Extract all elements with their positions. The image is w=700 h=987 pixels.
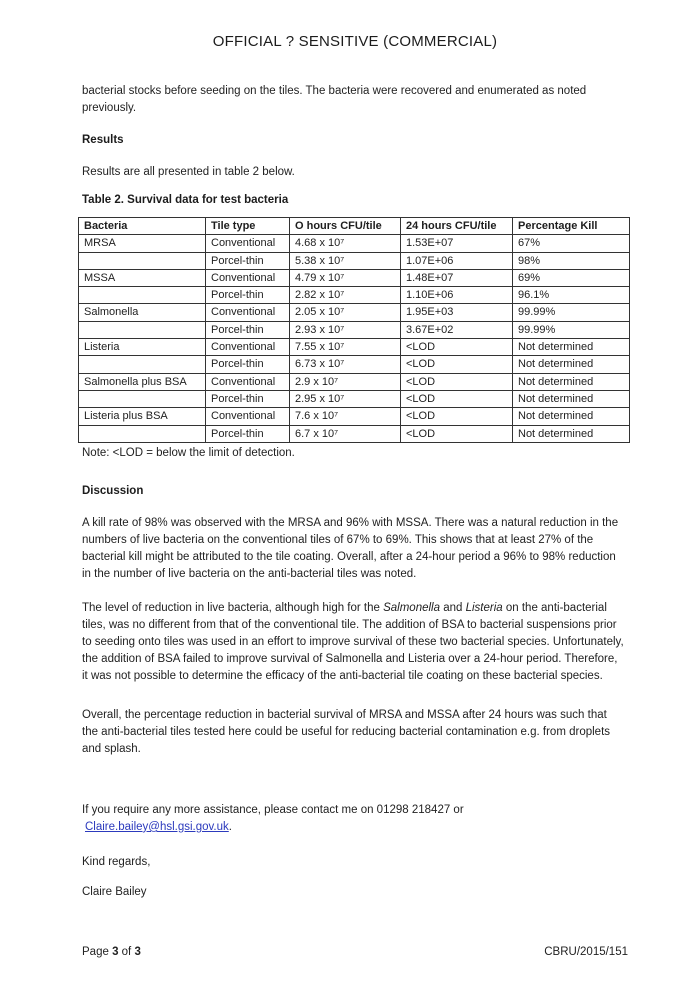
cell-0-hours: 4.68 x 10⁷ — [290, 235, 401, 252]
discussion-paragraph-3: Overall, the percentage reduction in bacterial survival of MRSA and MSSA after 24 hours was such that the anti-bacterial tiles tested here could be useful for reducing bacterial contamination e.g. from droplets and splash. — [82, 708, 611, 755]
cell-tile-type: Conventional — [206, 235, 290, 252]
current-page-number: 3 — [112, 946, 119, 958]
cell-bacteria — [79, 287, 206, 304]
cell-tile-type: Conventional — [206, 304, 290, 321]
cell-0-hours: 7.55 x 10⁷ — [290, 339, 401, 356]
table-row — [79, 425, 630, 442]
contact-email-line — [82, 819, 624, 836]
species-name-italic: Salmonella — [383, 601, 441, 614]
cell-bacteria: Listeria plus BSA — [79, 408, 206, 425]
table-row — [79, 390, 630, 407]
cell-percentage-kill: Not determined — [513, 356, 630, 373]
cell-24-hours: <LOD — [401, 373, 513, 390]
cell-24-hours: 1.53E+07 — [401, 235, 513, 252]
cell-percentage-kill: Not determined — [513, 390, 630, 407]
table-caption: Table 2. Survival data for test bacteria — [82, 194, 289, 206]
cell-0-hours: 4.79 x 10⁷ — [290, 269, 401, 286]
table-row — [79, 408, 630, 425]
cell-24-hours: <LOD — [401, 356, 513, 373]
cell-tile-type: Conventional — [206, 373, 290, 390]
contact-line: If you require any more assistance, please contact me on 01298 218427 or — [82, 803, 464, 816]
paragraph-text: on the anti-bacterial tiles, was no different from that of the conventional tile. The addition of BSA to bacterial suspensions prior to seeding onto tiles was used in an effort to improve survival of these two bacterial species. Unfortunately, the addition of BSA failed to improve survival of Salmonella and Listeria over a 24-hour period. Therefore, it was not possible to determine the efficacy of the anti-bacterial tile coating on these bacterial species. — [82, 601, 624, 682]
cell-0-hours: 6.7 x 10⁷ — [290, 425, 401, 442]
cell-0-hours: 7.6 x 10⁷ — [290, 408, 401, 425]
cell-tile-type: Porcel-thin — [206, 252, 290, 269]
results-heading: Results — [82, 134, 124, 146]
of-word: of — [118, 946, 135, 958]
sender-name: Claire Bailey — [82, 885, 147, 898]
table-row — [79, 304, 630, 321]
document-reference: CBRU/2015/151 — [544, 946, 628, 958]
column-header-0-hours: O hours CFU/tile — [290, 218, 401, 235]
column-header-tile-type: Tile type — [206, 218, 290, 235]
cell-percentage-kill: Not determined — [513, 373, 630, 390]
cell-bacteria — [79, 390, 206, 407]
cell-24-hours: 1.48E+07 — [401, 269, 513, 286]
column-header-bacteria: Bacteria — [79, 218, 206, 235]
page-word: Page — [82, 946, 113, 958]
table-header-row — [79, 218, 630, 235]
signoff-text: Kind regards, — [82, 855, 151, 868]
survival-data-table — [78, 217, 630, 443]
cell-tile-type: Porcel-thin — [206, 321, 290, 338]
email-suffix: . — [228, 820, 232, 833]
cell-24-hours: <LOD — [401, 390, 513, 407]
cell-0-hours: 5.38 x 10⁷ — [290, 252, 401, 269]
page-footer — [82, 946, 628, 958]
total-pages: 3 — [134, 946, 141, 958]
table-row — [79, 339, 630, 356]
cell-bacteria — [79, 356, 206, 373]
table-row — [79, 252, 630, 269]
cell-bacteria: Listeria — [79, 339, 206, 356]
cell-percentage-kill: Not determined — [513, 408, 630, 425]
table-row — [79, 356, 630, 373]
cell-percentage-kill: Not determined — [513, 339, 630, 356]
paragraph-text: The level of reduction in live bacteria, although high for the — [82, 601, 384, 614]
cell-bacteria — [79, 425, 206, 442]
cell-percentage-kill: 67% — [513, 235, 630, 252]
column-header-percentage-kill: Percentage Kill — [513, 218, 630, 235]
cell-0-hours: 2.05 x 10⁷ — [290, 304, 401, 321]
cell-0-hours: 2.82 x 10⁷ — [290, 287, 401, 304]
cell-24-hours: 1.95E+03 — [401, 304, 513, 321]
cell-tile-type: Porcel-thin — [206, 390, 290, 407]
cell-0-hours: 6.73 x 10⁷ — [290, 356, 401, 373]
cell-0-hours: 2.9 x 10⁷ — [290, 373, 401, 390]
intro-paragraph: bacterial stocks before seeding on the tiles. The bacteria were recovered and enumerated as noted previously. — [82, 85, 587, 114]
contact-block — [82, 802, 624, 836]
cell-tile-type: Porcel-thin — [206, 356, 290, 373]
page-number-indicator — [82, 946, 141, 958]
email-link[interactable]: Claire.bailey@hsl.gsi.gov.uk — [85, 820, 229, 833]
cell-bacteria: MRSA — [79, 235, 206, 252]
cell-percentage-kill: 96.1% — [513, 287, 630, 304]
cell-tile-type: Conventional — [206, 269, 290, 286]
cell-24-hours: <LOD — [401, 408, 513, 425]
cell-percentage-kill: 99.99% — [513, 304, 630, 321]
discussion-paragraph-2 — [82, 600, 624, 685]
table-row — [79, 287, 630, 304]
cell-percentage-kill: 98% — [513, 252, 630, 269]
cell-bacteria: Salmonella plus BSA — [79, 373, 206, 390]
paragraph-text: and — [440, 601, 466, 614]
table-row — [79, 269, 630, 286]
cell-bacteria: MSSA — [79, 269, 206, 286]
cell-tile-type: Conventional — [206, 408, 290, 425]
cell-tile-type: Conventional — [206, 339, 290, 356]
column-header-24-hours: 24 hours CFU/tile — [401, 218, 513, 235]
table-row — [79, 235, 630, 252]
cell-percentage-kill: Not determined — [513, 425, 630, 442]
cell-percentage-kill: 69% — [513, 269, 630, 286]
discussion-heading: Discussion — [82, 484, 144, 497]
species-name-italic: Listeria — [465, 601, 503, 614]
cell-percentage-kill: 99.99% — [513, 321, 630, 338]
cell-bacteria — [79, 252, 206, 269]
cell-24-hours: 1.10E+06 — [401, 287, 513, 304]
cell-24-hours: <LOD — [401, 339, 513, 356]
cell-24-hours: 3.67E+02 — [401, 321, 513, 338]
cell-bacteria: Salmonella — [79, 304, 206, 321]
table-note: Note: <LOD = below the limit of detection. — [82, 446, 295, 459]
table-row — [79, 321, 630, 338]
classification-banner: OFFICIAL ? SENSITIVE (COMMERCIAL) — [212, 33, 498, 50]
table-row — [79, 373, 630, 390]
cell-24-hours: 1.07E+06 — [401, 252, 513, 269]
cell-0-hours: 2.95 x 10⁷ — [290, 390, 401, 407]
cell-tile-type: Porcel-thin — [206, 425, 290, 442]
cell-tile-type: Porcel-thin — [206, 287, 290, 304]
cell-bacteria — [79, 321, 206, 338]
discussion-paragraph-1: A kill rate of 98% was observed with the MRSA and 96% with MSSA. There was a natural reduction in the numbers of live bacteria on the conventional tiles of 67% to 69%. This shows that at least 27% of the bacterial kill might be attributed to the tile coating. Overall, after a 24-hour period a 96% to 98% reduction in the number of live bacteria on the anti-bacterial tiles was noted. — [82, 516, 619, 580]
results-intro-text: Results are all presented in table 2 below. — [82, 166, 295, 178]
cell-0-hours: 2.93 x 10⁷ — [290, 321, 401, 338]
cell-24-hours: <LOD — [401, 425, 513, 442]
